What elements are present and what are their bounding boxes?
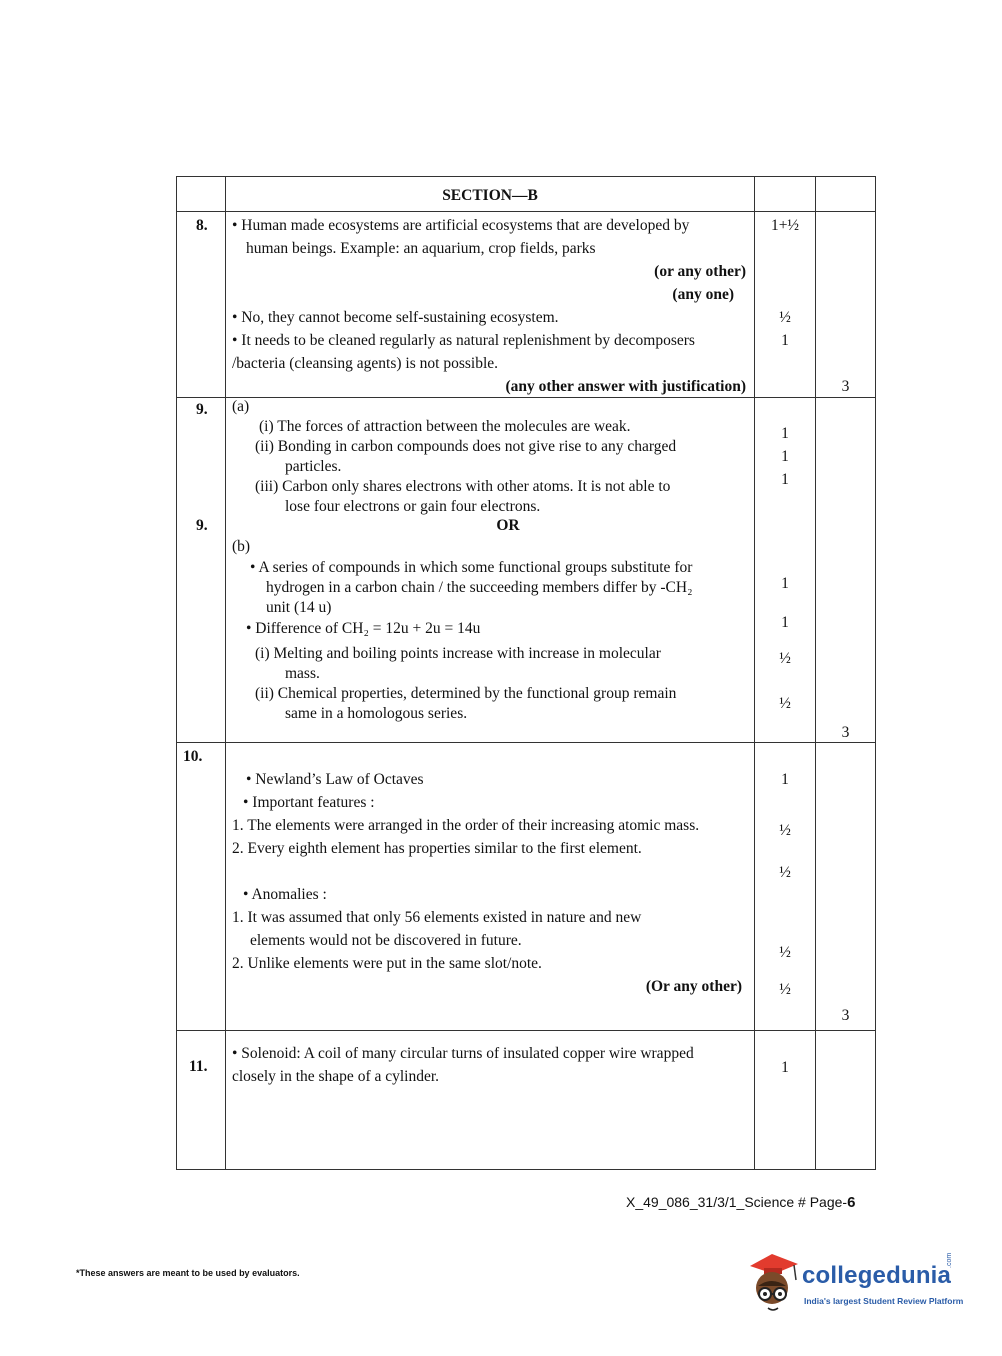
document-code: X_49_086_31/3/1_Science # Page- — [626, 1194, 848, 1210]
page-footer-code — [626, 1194, 855, 1211]
marks: 1 — [781, 471, 789, 488]
answer-line: (i) The forces of attraction between the molecules are weak. — [259, 418, 631, 435]
table-rule — [176, 176, 876, 177]
answer-note: (any one) — [672, 286, 734, 303]
answer-line: closely in the shape of a cylinder. — [232, 1068, 440, 1085]
answer-note: (or any other) — [654, 263, 746, 280]
table-rule — [176, 742, 876, 743]
marks: ½ — [779, 864, 791, 881]
answer-line: 2. Unlike elements were put in the same slot/note. — [232, 955, 542, 972]
marks: ½ — [779, 981, 791, 998]
answer-line: (ii) Bonding in carbon compounds does not give rise to any charged — [255, 438, 677, 455]
brand-com: .com — [946, 1252, 953, 1268]
marks: ½ — [779, 650, 791, 667]
answer-line: • Anomalies : — [243, 886, 327, 903]
section-title: SECTION—B — [442, 187, 538, 204]
table-rule — [176, 397, 876, 398]
answer-line: mass. — [285, 665, 320, 682]
answer-line: unit (14 u) — [266, 599, 332, 616]
marks: 1 — [781, 332, 789, 349]
marks: 1 — [781, 425, 789, 442]
question-number: 11. — [189, 1058, 208, 1075]
answer-line: • Difference of CH₂ = 12u + 2u = 14u — [246, 620, 481, 637]
answer-line: • A series of compounds in which some functional groups substitute for — [250, 559, 693, 576]
answer-line: (iii) Carbon only shares electrons with other atoms. It is not able to — [255, 478, 671, 495]
marks: 1+½ — [770, 217, 800, 234]
marks: 1 — [781, 575, 789, 592]
answer-line: 1. The elements were arranged in the order of their increasing atomic mass. — [232, 817, 700, 834]
answer-line: particles. — [285, 458, 342, 475]
total-marks: 3 — [841, 378, 850, 395]
answer-line: human beings. Example: an aquarium, crop fields, parks — [246, 240, 596, 257]
answer-line: /bacteria (cleansing agents) is not possible. — [232, 355, 499, 372]
brand-logo[interactable] — [742, 1250, 972, 1314]
marks: ½ — [779, 822, 791, 839]
page-number: 6 — [847, 1194, 856, 1211]
table-rule — [176, 176, 177, 1170]
question-number: 10. — [183, 748, 203, 765]
total-marks: 3 — [841, 724, 850, 741]
brand-tagline: India's largest Student Review Platform — [804, 1296, 964, 1306]
part-label: (b) — [232, 538, 251, 555]
brand-name: collegedunia — [802, 1262, 952, 1289]
answer-line: • Solenoid: A coil of many circular turns of insulated copper wire wrapped — [232, 1045, 694, 1062]
evaluator-note: *These answers are meant to be used by evaluators. — [76, 1268, 300, 1278]
marks: 1 — [781, 614, 789, 631]
answer-line: lose four electrons or gain four electrons. — [285, 498, 541, 515]
answer-line: same in a homologous series. — [285, 705, 468, 722]
question-number: 8. — [196, 217, 208, 234]
marks: ½ — [779, 309, 791, 326]
answer-note: (any other answer with justification) — [505, 378, 746, 395]
question-number: 9. — [196, 401, 208, 418]
answer-line: • It needs to be cleaned regularly as natural replenishment by decomposers — [232, 332, 695, 349]
marks: 1 — [781, 1059, 789, 1076]
answer-note: (Or any other) — [645, 978, 742, 995]
answer-line: • Newland’s Law of Octaves — [246, 771, 424, 788]
answer-line: • Human made ecosystems are artificial ecosystems that are developed by — [232, 217, 690, 234]
marks: ½ — [779, 944, 791, 961]
answer-line: (ii) Chemical properties, determined by the functional group remain — [255, 685, 677, 702]
marks: 1 — [781, 771, 789, 788]
table-rule — [176, 211, 876, 212]
answer-line: • Important features : — [243, 794, 375, 811]
or-divider: OR — [496, 517, 520, 534]
graduate-mascot-icon — [742, 1250, 802, 1312]
answer-line: (i) Melting and boiling points increase with increase in molecular — [255, 645, 661, 662]
marks: 1 — [781, 448, 789, 465]
table-rule — [225, 176, 226, 1170]
question-number: 9. — [196, 517, 208, 534]
total-marks: 3 — [841, 1007, 850, 1024]
answer-line: 1. It was assumed that only 56 elements existed in nature and new — [232, 909, 642, 926]
answer-line: • No, they cannot become self-sustaining ecosystem. — [232, 309, 559, 326]
answer-line: elements would not be discovered in future. — [250, 932, 522, 949]
table-rule — [176, 1169, 876, 1170]
part-label: (a) — [232, 398, 250, 415]
marks: ½ — [779, 695, 791, 712]
table-rule — [875, 176, 876, 1170]
table-rule — [176, 1030, 876, 1031]
answer-line: hydrogen in a carbon chain / the succeeding members differ by -CH₂ — [266, 579, 693, 596]
answer-line: 2. Every eighth element has properties similar to the first element. — [232, 840, 642, 857]
